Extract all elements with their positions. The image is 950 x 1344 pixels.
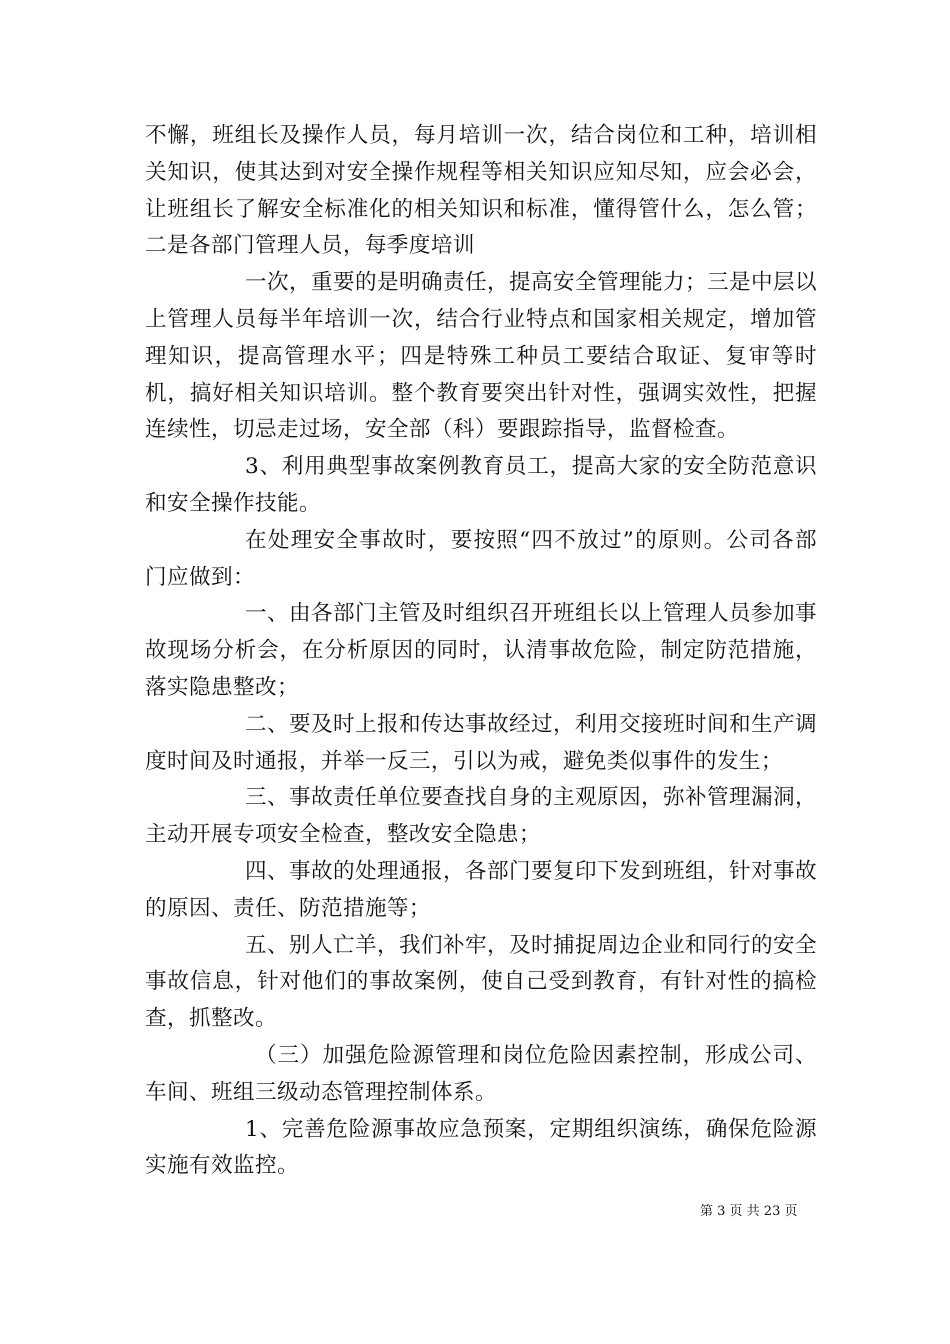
paragraph-item-four: 四、事故的处理通报，各部门要复印下发到班组，针对事故的原因、责任、防范措施等； xyxy=(145,858,817,921)
page-number-footer: 第 3 页 共 23 页 xyxy=(700,1204,798,1219)
paragraph-training-continued: 不懈，班组长及操作人员，每月培训一次，结合岗位和工种，培训相关知识，使其达到对安全操作规程等相关知识应知尽知，应会必会，让班组长了解安全标准化的相关知识和标准，懂得管什么，怎么管；二是各部门管理人员，每季度培训 xyxy=(145,123,817,259)
paragraph-item-one: 一、由各部门主管及时组织召开班组长以上管理人员参加事故现场分析会，在分析原因的同时，认清事故危险，制定防范措施，落实隐患整改； xyxy=(145,601,817,700)
paragraph-item-five: 五、别人亡羊，我们补牢，及时捕捉周边企业和同行的安全事故信息，针对他们的事故案例，使自己受到教育，有针对性的搞检查，抓整改。 xyxy=(145,932,817,1032)
paragraph-four-principles: 在处理安全事故时，要按照“四不放过”的原则。公司各部门应做到： xyxy=(145,527,817,590)
paragraph-item-three: 三、事故责任单位要查找自身的主观原因，弥补管理漏洞，主动开展专项安全检查，整改安全隐患； xyxy=(145,785,817,848)
paragraph-emergency-plan: 1、完善危险源事故应急预案，定期组织演练，确保危险源实施有效监控。 xyxy=(145,1116,817,1179)
section-heading-hazard-management: （三）加强危险源管理和岗位危险因素控制，形成公司、车间、班组三级动态管理控制体系。 xyxy=(145,1042,817,1105)
paragraph-item-two: 二、要及时上报和传达事故经过，利用交接班时间和生产调度时间及时通报，并举一反三，引以为戒，避免类似事件的发生； xyxy=(145,711,817,774)
document-body xyxy=(145,118,817,1185)
paragraph-accident-case-education: 3、利用典型事故案例教育员工，提高大家的安全防范意识和安全操作技能。 xyxy=(145,454,817,516)
paragraph-management-training: 一次，重要的是明确责任，提高安全管理能力；三是中层以上管理人员每半年培训一次，结合行业特点和国家相关规定，增加管理知识，提高管理水平；四是特殊工种员工要结合取证、复审等时机，搞好相关知识培训。整个教育要突出针对性，强调实效性，把握连续性，切忌走过场，安全部（科）要跟踪指导，监督检查。 xyxy=(145,270,817,443)
